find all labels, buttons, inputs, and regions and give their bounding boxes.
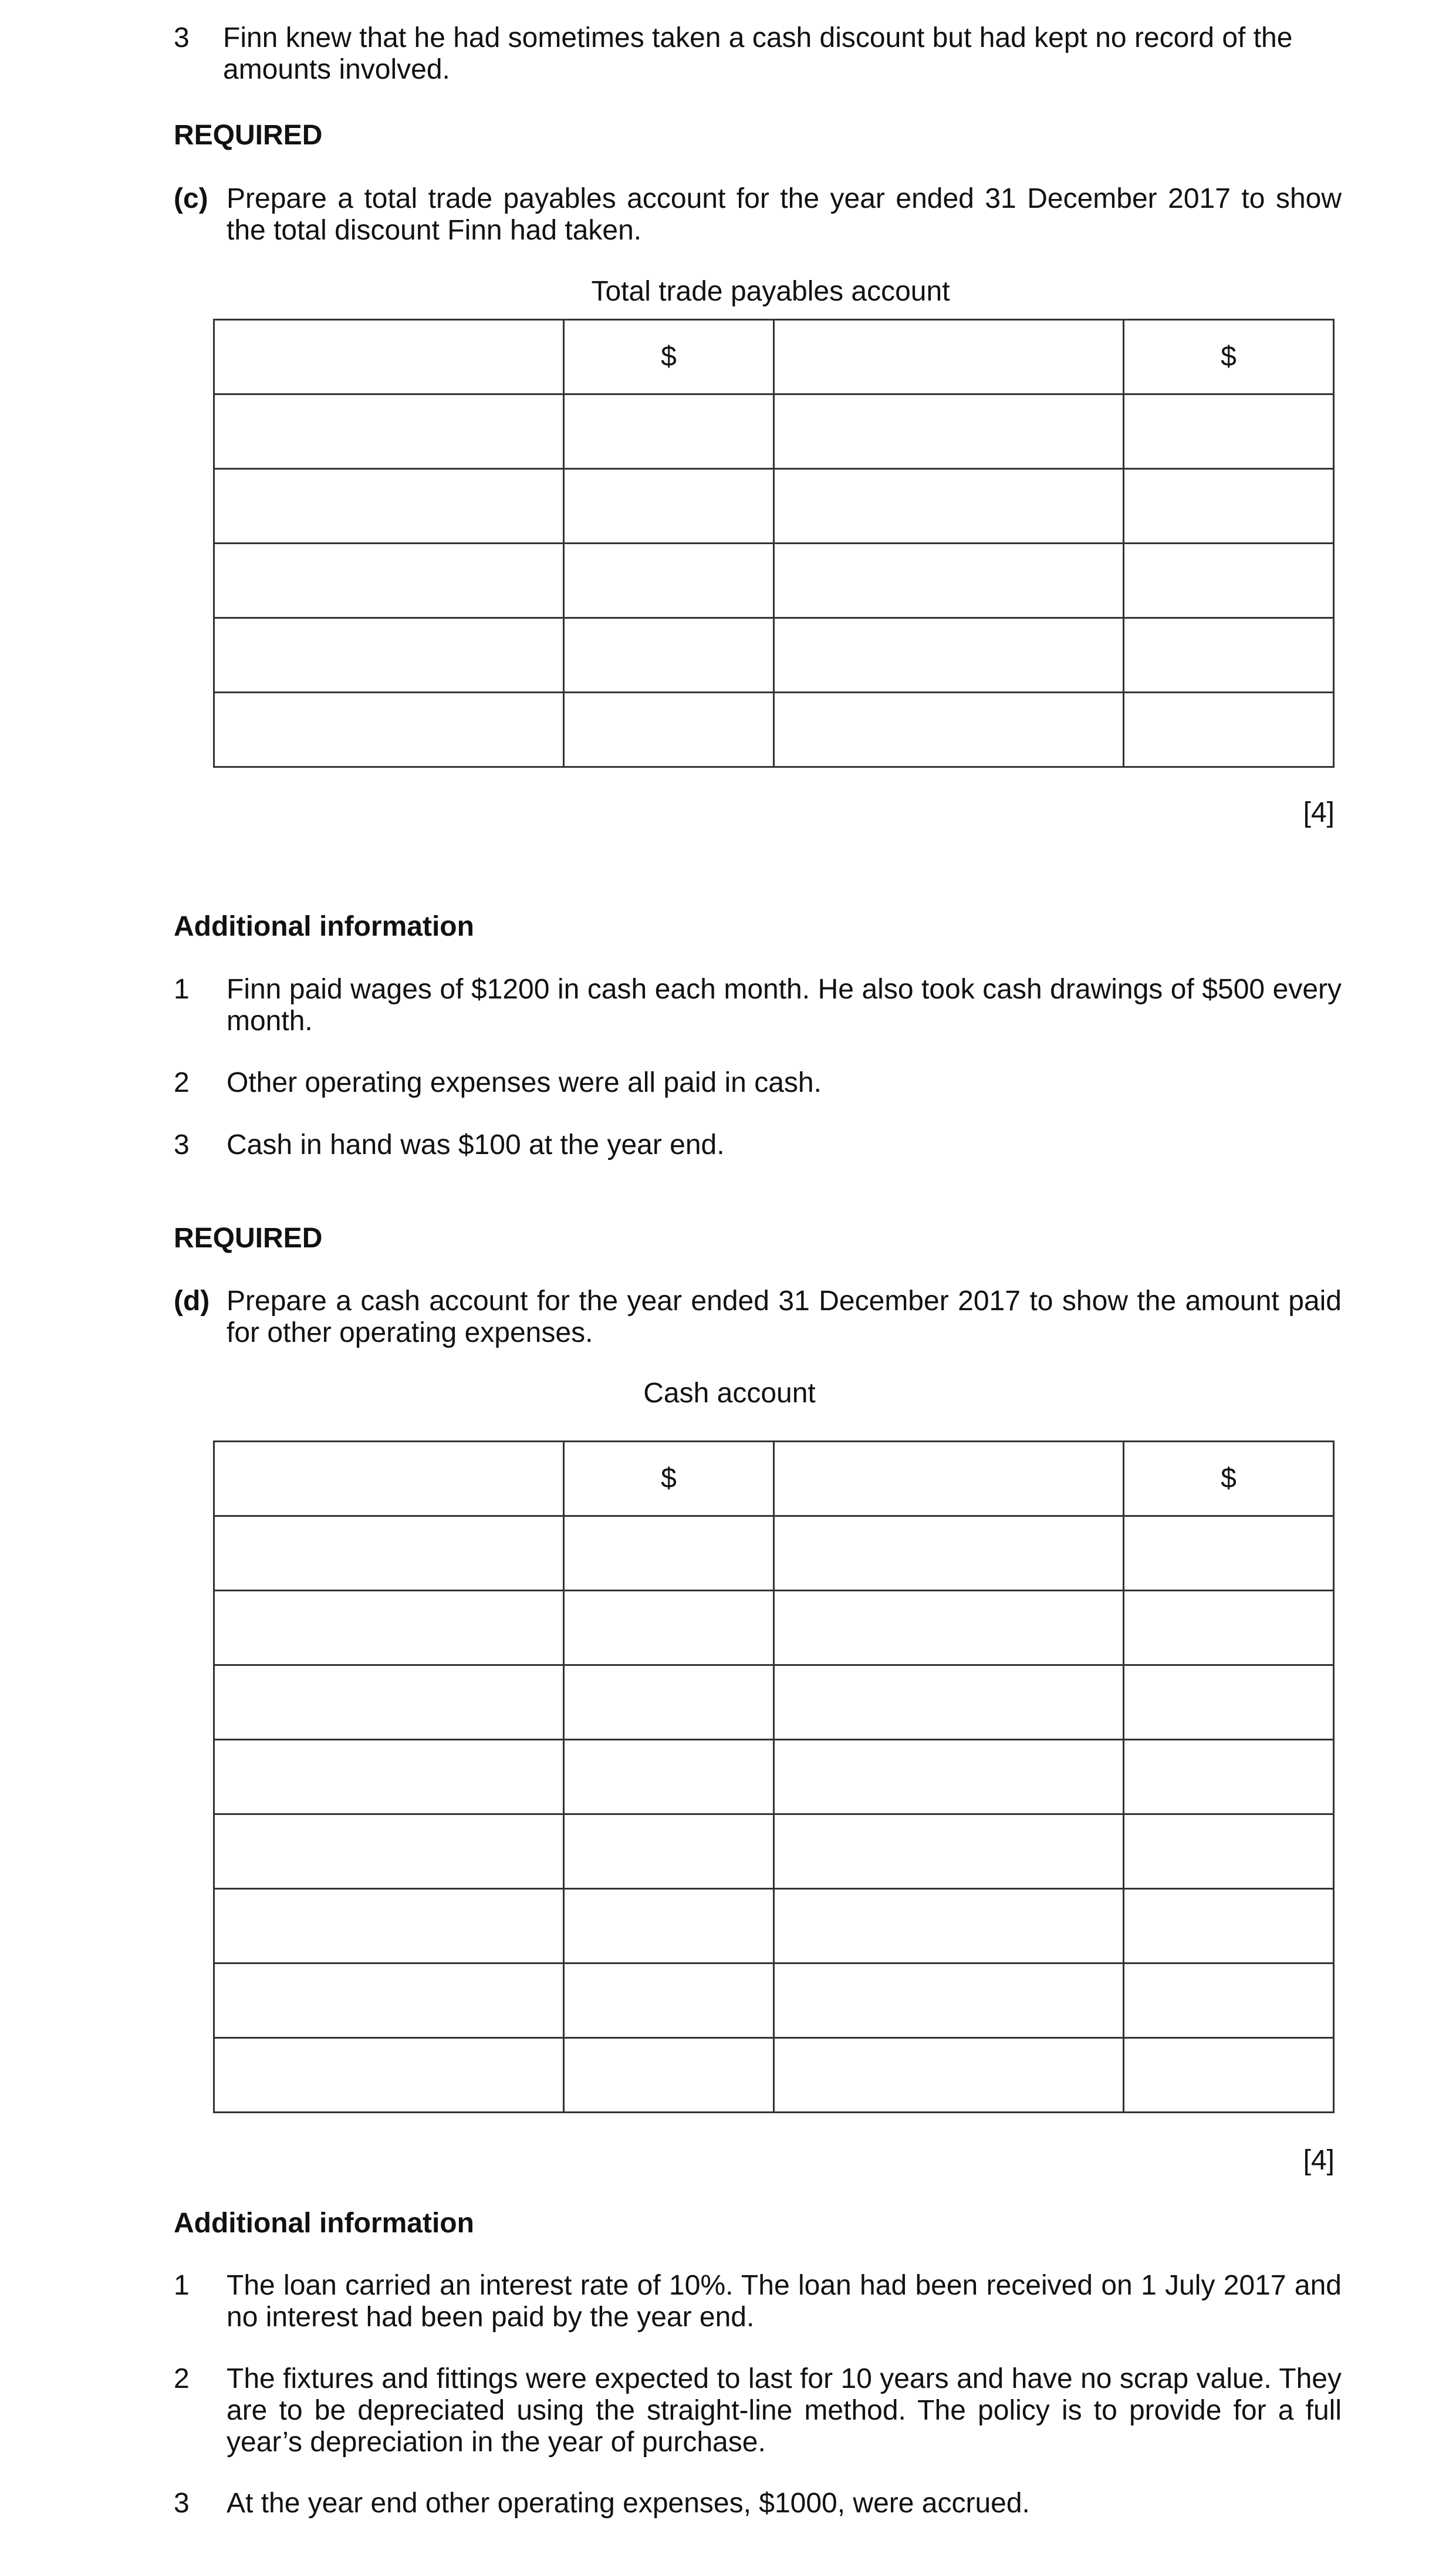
table-cell [564,1964,774,2038]
table-cell [214,1442,564,1516]
additional-info-heading: Additional information [174,2208,474,2239]
table-cell [1124,2038,1334,2113]
table-cell [774,1516,1124,1591]
table-cell [1124,1740,1334,1814]
table-cell [214,394,564,469]
trade-payables-account-table [213,319,1335,768]
table-cell [1124,1889,1334,1964]
list-item-number: 2 [174,1067,190,1098]
table-header-row [214,320,1334,394]
table-cell [214,1814,564,1889]
table-cell [774,394,1124,469]
table-cell [564,469,774,544]
table-cell [564,2038,774,2113]
table-cell [214,1516,564,1591]
required-heading: REQUIRED [174,120,323,151]
table-row [214,2038,1334,2113]
cash-account-table [213,1440,1335,2113]
table-cell [214,1591,564,1665]
table-row [214,1889,1334,1964]
table-cell [214,693,564,767]
table-cell [214,2038,564,2113]
table-row [214,1516,1334,1591]
table-cell [1124,394,1334,469]
table-cell [564,1889,774,1964]
table-cell [214,1889,564,1964]
table-title-trade-payables: Total trade payables account [591,276,950,307]
table-cell [564,1591,774,1665]
table-cell [564,1665,774,1740]
list-item-number: 2 [174,2363,190,2394]
table-cell [1124,1591,1334,1665]
table-cell [774,1591,1124,1665]
table-cell [564,394,774,469]
list-item-text: Cash in hand was $100 at the year end. [227,1129,725,1160]
table-cell [564,1814,774,1889]
table-cell [214,1665,564,1740]
table-cell [564,1516,774,1591]
part-d-label: (d) [174,1286,210,1317]
item-number: 3 [174,22,190,53]
list-item-number: 1 [174,974,190,1005]
table-cell [1124,1516,1334,1591]
table-row [214,394,1334,469]
table-cell [564,544,774,618]
table-cell [774,1665,1124,1740]
table-cell [774,1442,1124,1516]
table-cell [564,1740,774,1814]
table-row [214,1964,1334,2038]
table-cell [1124,544,1334,618]
item-text-line2: amounts involved. [223,54,450,85]
item-text-line1: Finn knew that he had sometimes taken a cash discount but had kept no record of the [223,22,1293,53]
table-row [214,1740,1334,1814]
table-cell [774,618,1124,693]
table-cell [774,1814,1124,1889]
part-c-label: (c) [174,183,208,214]
table-cell [774,693,1124,767]
table-cell [1124,469,1334,544]
part-c-text: Prepare a total trade payables account for the year ended 31 December 2017 to show the total discount Finn had taken. [227,183,1342,246]
table-cell [564,693,774,767]
table-cell [1124,1814,1334,1889]
additional-info-heading: Additional information [174,911,474,942]
table-row [214,618,1334,693]
list-item-text: The loan carried an interest rate of 10%. The loan had been received on 1 July 2017 and no interest had been paid by the year end. [227,2270,1342,2333]
table-cell [1124,1964,1334,2038]
table-cell [774,469,1124,544]
list-item-number: 1 [174,2270,190,2301]
currency-header-credit: $ [1124,320,1334,394]
list-item-text: The fixtures and fittings were expected to last for 10 years and have no scrap value. They are to be depreciated using the straight-line method. The policy is to provide for a full year’s depreciation in the year of purchase. [227,2363,1342,2458]
list-item-text: Finn paid wages of $1200 in cash each month. He also took cash drawings of $500 every month. [227,974,1342,1037]
table-cell [1124,693,1334,767]
marks-label: [4] [1303,2145,1335,2176]
table-cell [214,1740,564,1814]
list-item-number: 3 [174,2488,190,2519]
table-row [214,544,1334,618]
table-cell [774,1740,1124,1814]
currency-header-debit: $ [564,1442,774,1516]
part-d-text: Prepare a cash account for the year ended 31 December 2017 to show the amount paid for other operating expenses. [227,1286,1342,1348]
table-cell [1124,618,1334,693]
table-header-row [214,1442,1334,1516]
table-row [214,1591,1334,1665]
table-cell [774,320,1124,394]
table-cell [214,1964,564,2038]
table-row [214,1665,1334,1740]
table-cell [214,469,564,544]
currency-header-debit: $ [564,320,774,394]
table-cell [214,320,564,394]
table-cell [774,544,1124,618]
table-cell [214,618,564,693]
marks-label: [4] [1303,797,1335,828]
table-cell [1124,1665,1334,1740]
required-heading: REQUIRED [174,1223,323,1254]
currency-header-credit: $ [1124,1442,1334,1516]
table-cell [774,1964,1124,2038]
table-cell [564,618,774,693]
list-item-number: 3 [174,1129,190,1160]
table-title-cash-account: Cash account [643,1378,816,1409]
table-cell [214,544,564,618]
table-cell [774,1889,1124,1964]
list-item-text: Other operating expenses were all paid in cash. [227,1067,822,1098]
table-row [214,1814,1334,1889]
table-row [214,693,1334,767]
list-item-text: At the year end other operating expenses, $1000, were accrued. [227,2488,1030,2519]
table-cell [774,2038,1124,2113]
table-row [214,469,1334,544]
item-text [223,22,1338,86]
